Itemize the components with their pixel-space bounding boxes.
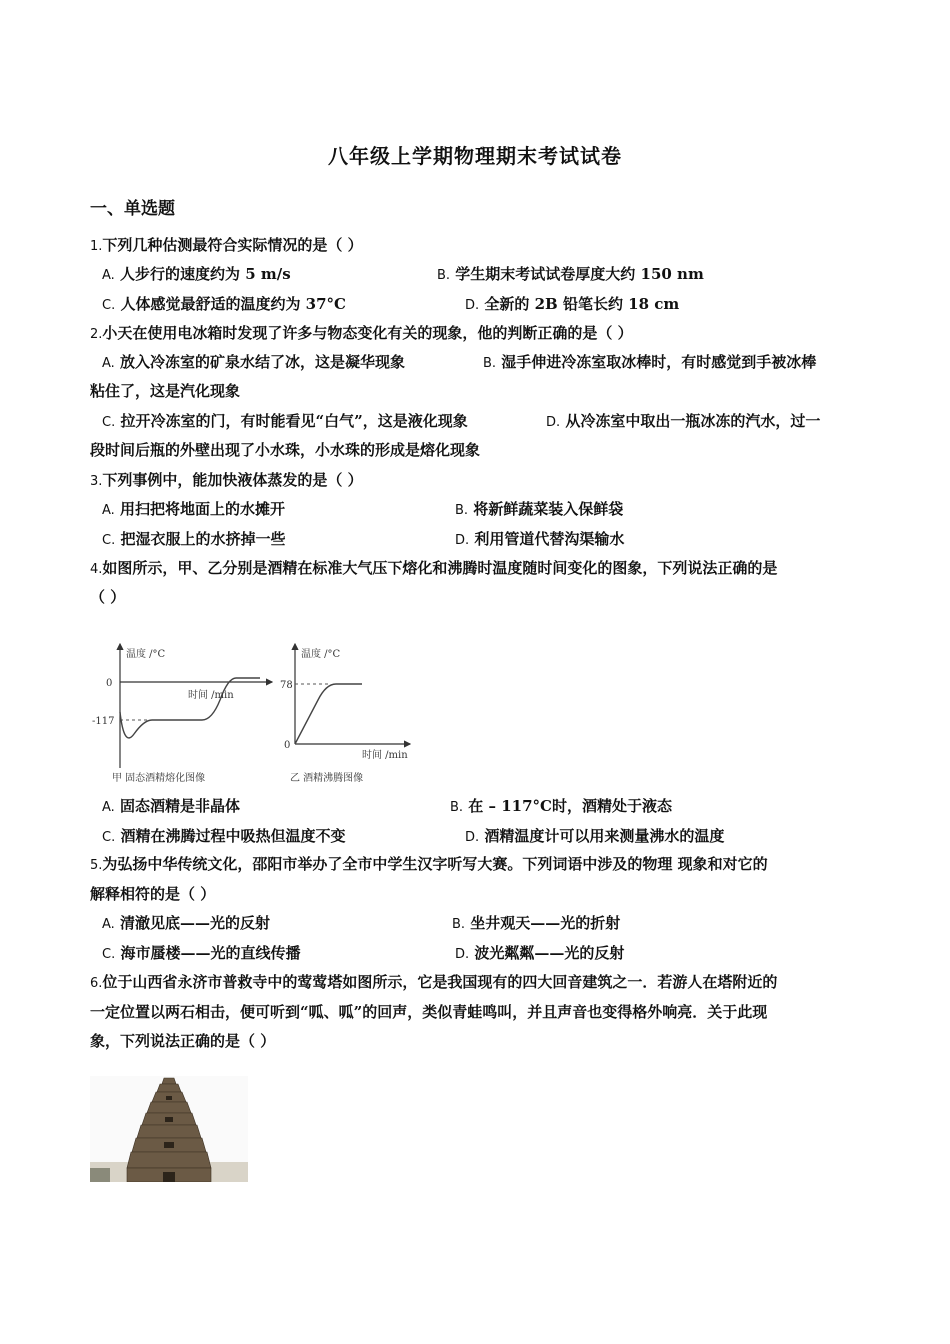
graph-b-ytick-0: 0 [284, 740, 291, 751]
q4-option-c: C. 酒精在沸腾过程中吸热但温度不变 [102, 827, 346, 845]
q5-option-b: B. 坐井观天——光的折射 [452, 914, 621, 932]
q2-option-b-continued: 粘住了，这是汽化现象 [90, 382, 241, 400]
graph-a-ytick-0: 0 [106, 678, 113, 689]
q3-option-a: A. 用扫把将地面上的水摊开 [102, 500, 286, 518]
q2-option-a: A. 放入冷冻室的矿泉水结了冰，这是凝华现象 [102, 353, 406, 371]
question-4-continued: （ ） [90, 588, 126, 606]
graph-b-curve [295, 684, 362, 744]
question-6-continued-2: 象，下列说法正确的是（ ） [90, 1032, 276, 1050]
graph-a-xlabel: 时间 /min [188, 690, 234, 701]
graph-a-caption: 甲 固态酒精熔化图像 [112, 773, 206, 784]
q3-option-b: B. 将新鲜蔬菜装入保鲜袋 [455, 500, 624, 518]
q1-option-a: A. 人步行的速度约为 5 m/s [102, 265, 291, 283]
graph-a-ylabel: 温度 /°C [126, 649, 166, 660]
q4-option-a: A. 固态酒精是非晶体 [102, 797, 241, 815]
q2-option-c: C. 拉开冷冻室的门，有时能看见“白气”，这是液化现象 [102, 412, 468, 430]
page-title: 八年级上学期物理期末考试试卷 [328, 144, 622, 168]
question-2: 2.小天在使用电冰箱时发现了许多与物态变化有关的现象，他的判断正确的是（ ） [90, 324, 633, 342]
q1-option-d: D. 全新的 2B 铅笔长约 18 cm [465, 295, 680, 313]
q3-option-d: D. 利用管道代替沟渠输水 [455, 530, 625, 548]
q4-option-b: B. 在 – 117°C时，酒精处于液态 [450, 797, 672, 815]
q5-option-c: C. 海市蜃楼——光的直线传播 [102, 944, 301, 962]
pagoda-image [90, 1076, 248, 1182]
q5-option-d: D. 波光粼粼——光的反射 [455, 944, 625, 962]
question-1: 1.下列几种估测最符合实际情况的是（ ） [90, 236, 363, 254]
q3-option-c: C. 把湿衣服上的水挤掉一些 [102, 530, 286, 548]
question-4: 4.如图所示，甲、乙分别是酒精在标准大气压下熔化和沸腾时温度随时间变化的图象，下列说法正确的是 [90, 559, 778, 577]
graph-b-caption: 乙 酒精沸腾图像 [290, 773, 364, 784]
question-5-continued: 解释相符的是（ ） [90, 885, 216, 903]
graph-b-ylabel: 温度 /°C [301, 649, 341, 660]
graph-a-ytick-117: -117 [92, 716, 115, 727]
question-5: 5.为弘扬中华传统文化，邵阳市举办了全市中学生汉字听写大赛。下列词语中涉及的物理 现象和对它的 [90, 855, 768, 873]
q1-option-b: B. 学生期末考试试卷厚度大约 150 nm [437, 265, 704, 283]
graph-b-ytick-78: 78 [280, 680, 293, 691]
section-heading: 一、单选题 [90, 199, 175, 219]
question-6: 6.位于山西省永济市普救寺中的莺莺塔如图所示，它是我国现有的四大回音建筑之一．若游人在塔附近的 [90, 973, 778, 991]
graph-b-xlabel: 时间 /min [362, 750, 408, 761]
q5-option-a: A. 清澈见底——光的反射 [102, 914, 271, 932]
q4-figure [92, 638, 422, 790]
q4-option-d: D. 酒精温度计可以用来测量沸水的温度 [465, 827, 725, 845]
question-3: 3.下列事例中，能加快液体蒸发的是（ ） [90, 471, 363, 489]
q1-option-c: C. 人体感觉最舒适的温度约为 37°C [102, 295, 346, 313]
q2-option-d: D. 从冷冻室中取出一瓶冰冻的汽水，过一 [546, 412, 821, 430]
q2-option-b: B. 湿手伸进冷冻室取冰棒时，有时感觉到手被冰棒 [483, 353, 817, 371]
q2-option-d-continued: 段时间后瓶的外壁出现了小水珠，小水珠的形成是熔化现象 [90, 441, 481, 459]
graph-a-curve [120, 678, 260, 738]
question-6-continued: 一定位置以两石相击，便可听到“呱、呱”的回声，类似青蛙鸣叫，并且声音也变得格外响亮．关于此现 [90, 1003, 768, 1021]
